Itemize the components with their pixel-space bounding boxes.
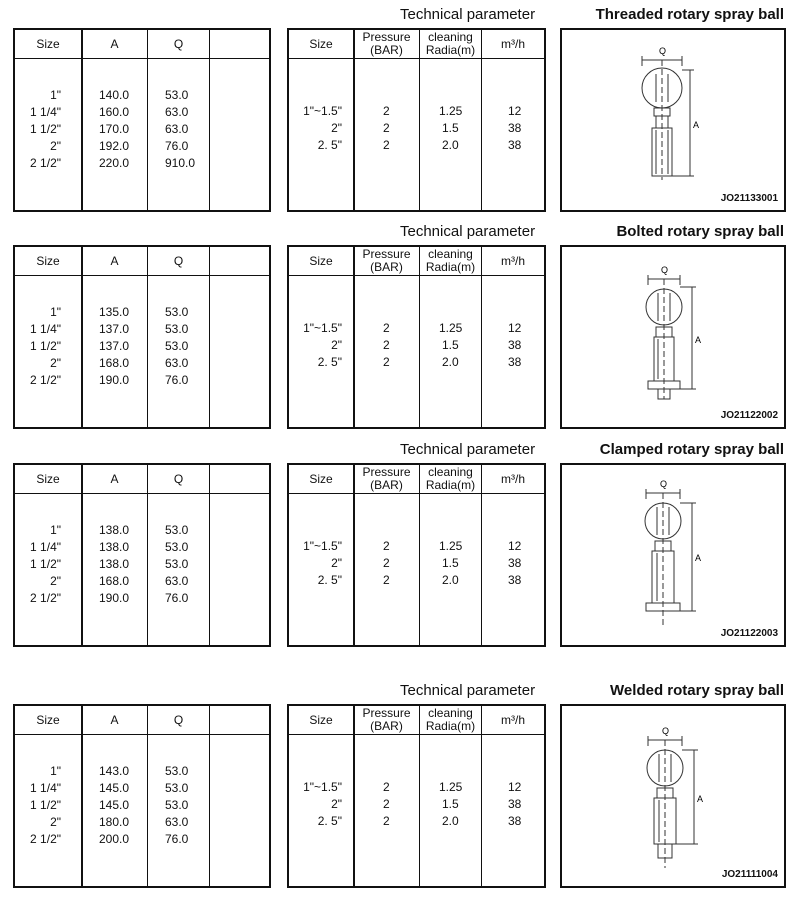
dim-size: 2 1/2": [30, 373, 61, 387]
dim-q: 53.0: [165, 88, 189, 102]
product-diagram-box: [560, 245, 786, 429]
param-header-cleaning-unit: Radia(m): [425, 43, 476, 57]
param-header-size: Size: [309, 37, 333, 51]
param-header-pressure-unit: (BAR): [370, 43, 403, 57]
param-pressure: 2: [383, 355, 390, 369]
dim-q: 63.0: [165, 574, 189, 588]
param-header-cleaning: cleaning: [428, 465, 473, 479]
param-header-flow: m³/h: [501, 37, 525, 51]
dim-a: 143.0: [99, 764, 130, 778]
param-header-pressure-unit: (BAR): [370, 478, 403, 492]
dim-size: 2 1/2": [30, 832, 61, 846]
dim-q: 76.0: [165, 139, 189, 153]
dim-size: 1 1/2": [30, 557, 61, 571]
dim-size: 1 1/4": [30, 781, 61, 795]
param-header-pressure-unit: (BAR): [370, 260, 403, 274]
param-header-cleaning-unit: Radia(m): [425, 719, 476, 733]
parameter-table: [287, 245, 546, 429]
dimension-table: [13, 28, 271, 212]
param-flow: 38: [508, 573, 522, 587]
param-header-size: Size: [309, 254, 333, 268]
param-pressure: 2: [383, 814, 390, 828]
param-header-flow: m³/h: [501, 472, 525, 486]
dim-q: 53.0: [165, 322, 189, 336]
param-flow: 38: [508, 338, 522, 352]
dim-header-size: Size: [36, 713, 60, 727]
param-flow: 38: [508, 355, 522, 369]
param-radia: 2.0: [442, 355, 459, 369]
product-title: Bolted rotary spray ball: [616, 223, 784, 240]
param-pressure: 2: [383, 104, 390, 118]
dim-size: 1 1/2": [30, 798, 61, 812]
dim-q: 63.0: [165, 815, 189, 829]
dim-size: 1 1/4": [30, 322, 61, 336]
technical-parameter-label: Technical parameter: [400, 6, 536, 23]
dim-q: 76.0: [165, 373, 189, 387]
dim-q: 53.0: [165, 523, 189, 537]
param-flow: 12: [508, 104, 522, 118]
dim-header-a: A: [110, 254, 119, 268]
dim-a: 192.0: [99, 139, 130, 153]
dim-q: 76.0: [165, 591, 189, 605]
product-code: JO21122002: [720, 410, 778, 421]
dim-a: 168.0: [99, 574, 130, 588]
param-size: 2": [331, 121, 342, 135]
dim-q: 63.0: [165, 122, 189, 136]
param-size: 2. 5": [317, 814, 342, 828]
product-section-welded: [0, 682, 800, 882]
dim-q: 53.0: [165, 540, 189, 554]
param-flow: 38: [508, 138, 522, 152]
dim-size: 2": [50, 356, 61, 370]
clamped-spray-ball-drawing: [562, 465, 784, 645]
param-flow: 12: [508, 539, 522, 553]
param-size: 2. 5": [317, 573, 342, 587]
product-diagram-box: [560, 28, 786, 212]
dim-size: 1": [50, 305, 61, 319]
dim-q: 53.0: [165, 305, 189, 319]
param-pressure: 2: [383, 573, 390, 587]
dim-q: 910.0: [165, 156, 196, 170]
dim-a: 137.0: [99, 322, 130, 336]
param-size: 1"~1.5": [303, 539, 342, 553]
dim-a: 200.0: [99, 832, 130, 846]
diagram-label-a: A: [695, 553, 702, 563]
param-pressure: 2: [383, 797, 390, 811]
dim-header-size: Size: [36, 37, 60, 51]
dim-size: 1 1/2": [30, 122, 61, 136]
dimension-table: [13, 245, 271, 429]
param-pressure: 2: [383, 138, 390, 152]
dim-a: 170.0: [99, 122, 130, 136]
param-radia: 1.5: [442, 556, 459, 570]
param-pressure: 2: [383, 121, 390, 135]
dim-header-q: Q: [173, 713, 184, 727]
diagram-label-q: Q: [660, 479, 668, 489]
dim-a: 168.0: [99, 356, 130, 370]
bolted-spray-ball-drawing: [562, 247, 784, 427]
param-size: 2. 5": [317, 355, 342, 369]
param-radia: 1.25: [439, 780, 463, 794]
param-size: 2": [331, 556, 342, 570]
dim-a: 180.0: [99, 815, 130, 829]
param-radia: 2.0: [442, 814, 459, 828]
dim-a: 160.0: [99, 105, 130, 119]
product-diagram-box: [560, 463, 786, 647]
param-header-size: Size: [309, 713, 333, 727]
dim-header-a: A: [110, 713, 119, 727]
param-size: 1"~1.5": [303, 780, 342, 794]
param-header-size: Size: [309, 472, 333, 486]
dim-a: 190.0: [99, 591, 130, 605]
dim-q: 63.0: [165, 356, 189, 370]
diagram-label-q: Q: [662, 726, 670, 736]
diagram-label-a: A: [697, 794, 704, 804]
product-section-clamped: [0, 441, 800, 641]
product-section-bolted: [0, 223, 800, 423]
param-header-cleaning: cleaning: [428, 706, 473, 720]
dim-size: 2": [50, 574, 61, 588]
param-radia: 2.0: [442, 138, 459, 152]
dim-size: 1": [50, 88, 61, 102]
dim-header-q: Q: [173, 472, 184, 486]
param-radia: 1.25: [439, 539, 463, 553]
dim-a: 137.0: [99, 339, 130, 353]
dim-a: 140.0: [99, 88, 130, 102]
param-flow: 38: [508, 797, 522, 811]
param-header-cleaning-unit: Radia(m): [425, 478, 476, 492]
dim-a: 138.0: [99, 523, 130, 537]
dim-q: 53.0: [165, 339, 189, 353]
param-flow: 38: [508, 556, 522, 570]
dimension-table: [13, 463, 271, 647]
technical-parameter-label: Technical parameter: [400, 682, 536, 699]
threaded-spray-ball-drawing: [562, 30, 784, 210]
dim-q: 53.0: [165, 557, 189, 571]
param-header-pressure: Pressure: [362, 247, 411, 261]
diagram-label-q: Q: [661, 265, 669, 275]
param-flow: 38: [508, 814, 522, 828]
param-flow: 12: [508, 780, 522, 794]
dim-header-size: Size: [36, 472, 60, 486]
product-code: JO21111004: [721, 869, 778, 880]
product-title: Threaded rotary spray ball: [595, 6, 784, 23]
product-title: Clamped rotary spray ball: [599, 441, 784, 458]
dim-a: 138.0: [99, 540, 130, 554]
param-radia: 1.5: [442, 121, 459, 135]
diagram-label-a: A: [693, 120, 700, 130]
dim-q: 76.0: [165, 832, 189, 846]
param-radia: 1.25: [439, 321, 463, 335]
dim-header-q: Q: [173, 254, 184, 268]
dim-header-size: Size: [36, 254, 60, 268]
param-header-pressure: Pressure: [362, 465, 411, 479]
dim-a: 145.0: [99, 781, 130, 795]
dim-q: 53.0: [165, 798, 189, 812]
param-pressure: 2: [383, 321, 390, 335]
product-code: JO21122003: [720, 628, 778, 639]
param-flow: 38: [508, 121, 522, 135]
dim-q: 53.0: [165, 764, 189, 778]
param-radia: 1.5: [442, 338, 459, 352]
dim-header-a: A: [110, 37, 119, 51]
technical-parameter-label: Technical parameter: [400, 441, 536, 458]
technical-parameter-label: Technical parameter: [400, 223, 536, 240]
param-header-pressure: Pressure: [362, 706, 411, 720]
product-title: Welded rotary spray ball: [610, 682, 784, 699]
parameter-table: [287, 704, 546, 888]
dim-a: 138.0: [99, 557, 130, 571]
dim-size: 2 1/2": [30, 591, 61, 605]
param-header-cleaning: cleaning: [428, 247, 473, 261]
product-code: JO21133001: [720, 193, 778, 204]
param-header-cleaning-unit: Radia(m): [425, 260, 476, 274]
dim-a: 135.0: [99, 305, 130, 319]
param-size: 2": [331, 338, 342, 352]
param-header-pressure-unit: (BAR): [370, 719, 403, 733]
param-pressure: 2: [383, 780, 390, 794]
product-diagram-box: [560, 704, 786, 888]
param-radia: 1.25: [439, 104, 463, 118]
param-pressure: 2: [383, 338, 390, 352]
dim-size: 1 1/4": [30, 105, 61, 119]
param-size: 1"~1.5": [303, 104, 342, 118]
dim-size: 2 1/2": [30, 156, 61, 170]
dim-header-a: A: [110, 472, 119, 486]
param-size: 1"~1.5": [303, 321, 342, 335]
dim-a: 190.0: [99, 373, 130, 387]
param-header-cleaning: cleaning: [428, 30, 473, 44]
param-header-flow: m³/h: [501, 713, 525, 727]
dim-q: 53.0: [165, 781, 189, 795]
dim-size: 1": [50, 523, 61, 537]
dim-q: 63.0: [165, 105, 189, 119]
param-radia: 2.0: [442, 573, 459, 587]
parameter-table: [287, 463, 546, 647]
dim-size: 1": [50, 764, 61, 778]
dim-a: 220.0: [99, 156, 130, 170]
welded-spray-ball-drawing: [562, 706, 784, 886]
parameter-table: [287, 28, 546, 212]
param-pressure: 2: [383, 556, 390, 570]
param-header-pressure: Pressure: [362, 30, 411, 44]
param-header-flow: m³/h: [501, 254, 525, 268]
param-pressure: 2: [383, 539, 390, 553]
diagram-label-a: A: [695, 335, 702, 345]
dim-size: 2": [50, 815, 61, 829]
dim-size: 1 1/4": [30, 540, 61, 554]
param-size: 2. 5": [317, 138, 342, 152]
dim-size: 2": [50, 139, 61, 153]
diagram-label-q: Q: [659, 46, 667, 56]
param-size: 2": [331, 797, 342, 811]
dimension-table: [13, 704, 271, 888]
product-section-threaded: [0, 6, 800, 206]
dim-header-q: Q: [173, 37, 184, 51]
dim-size: 1 1/2": [30, 339, 61, 353]
param-radia: 1.5: [442, 797, 459, 811]
dim-a: 145.0: [99, 798, 130, 812]
param-flow: 12: [508, 321, 522, 335]
